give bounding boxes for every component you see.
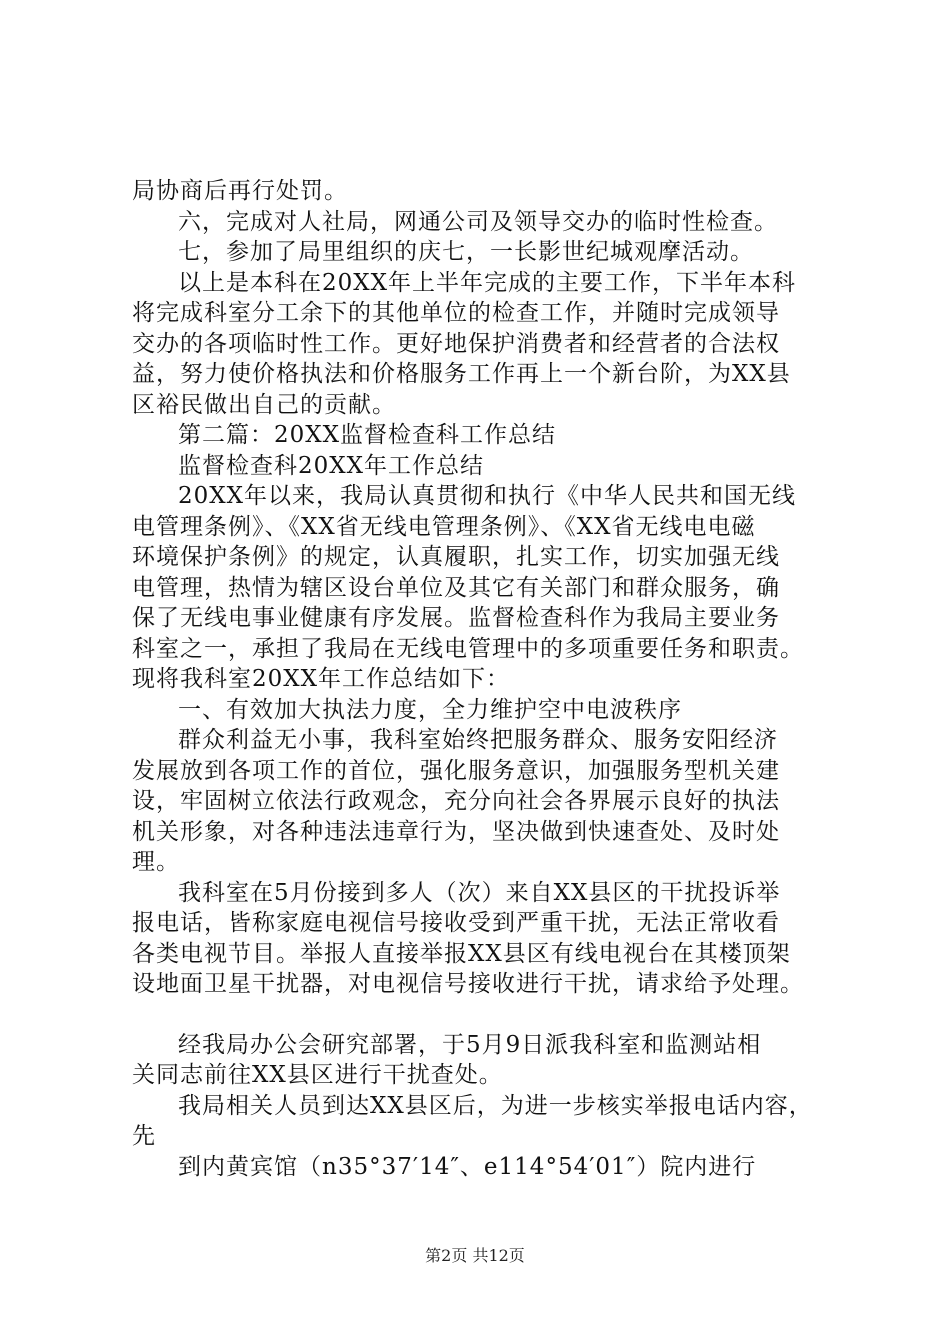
text-line: 电管理条例》、《XX省无线电管理条例》、《XX省无线电电磁	[132, 513, 756, 540]
text-line: 设，牢固树立依法行政观念，充分向社会各界展示良好的执法	[132, 788, 780, 814]
text-line: 电管理，热情为辖区设台单位及其它有关部门和群众服务，确	[132, 574, 780, 601]
document-body	[132, 176, 832, 1182]
page-number-footer: 第2页 共12页	[425, 1246, 525, 1265]
text-line: 理。	[132, 849, 180, 875]
text-line: 设地面卫星干扰器，对电视信号接收进行干扰，请求给予处理。	[132, 971, 804, 997]
text-line: 区裕民做出自己的贡献。	[132, 391, 396, 418]
text-line: 七，参加了局里组织的庆七，一长影世纪城观摩活动。	[178, 239, 754, 265]
text-line: 我局相关人员到达XX县区后，为进一步核实举报电话内容，	[178, 1092, 813, 1119]
text-line: 保了无线电事业健康有序发展。监督检查科作为我局主要业务	[132, 605, 780, 631]
text-line: 现将我科室20XX年工作总结如下：	[132, 666, 511, 692]
text-line: 我科室在5月份接到多人（次）来自XX县区的干扰投诉举	[178, 879, 781, 906]
text-line: 局协商后再行处罚。	[132, 178, 348, 204]
text-line: 发展放到各项工作的首位，强化服务意识，加强服务型机关建	[132, 757, 780, 784]
text-line: 六，完成对人社局，网通公司及领导交办的临时性检查。	[178, 208, 778, 235]
text-line: 各类电视节目。举报人直接举报XX县区有线电视台在其楼顶架	[132, 940, 791, 967]
section-heading: 一、有效加大执法力度，全力维护空中电波秩序	[178, 696, 682, 723]
text-line: 20XX年以来，我局认真贯彻和执行《中华人民共和国无线	[178, 483, 797, 509]
section-heading: 第二篇：20XX监督检查科工作总结	[178, 422, 557, 448]
text-line: 关同志前往XX县区进行干扰查处。	[132, 1062, 503, 1088]
text-line: 群众利益无小事，我科室始终把服务群众、服务安阳经济	[178, 727, 778, 753]
text-line: 以上是本科在20XX年上半年完成的主要工作，下半年本科	[178, 269, 797, 296]
text-line: 将完成科室分工余下的其他单位的检查工作，并随时完成领导	[132, 300, 780, 326]
text-line: 经我局办公会研究部署，于5月9日派我科室和监测站相	[178, 1031, 762, 1058]
text-line: 机关形象，对各种违法违章行为，坚决做到快速查处、及时处	[132, 818, 780, 845]
text-line: 益，努力使价格执法和价格服务工作再上一个新台阶，为XX县	[132, 361, 791, 387]
text-line: 到内黄宾馆（n35°37′14″、e114°54′01″）院内进行	[178, 1153, 757, 1180]
paragraph-gap	[132, 1000, 832, 1030]
text-line: 科室之一，承担了我局在无线电管理中的多项重要任务和职责。	[132, 635, 804, 662]
text-line: 先	[132, 1123, 156, 1149]
text-line: 报电话，皆称家庭电视信号接收受到严重干扰，无法正常收看	[132, 910, 780, 936]
section-subheading: 监督检查科20XX年工作总结	[178, 452, 485, 479]
text-line: 环境保护条例》的规定，认真履职，扎实工作，切实加强无线	[132, 544, 780, 570]
text-line: 交办的各项临时性工作。更好地保护消费者和经营者的合法权	[132, 330, 780, 357]
